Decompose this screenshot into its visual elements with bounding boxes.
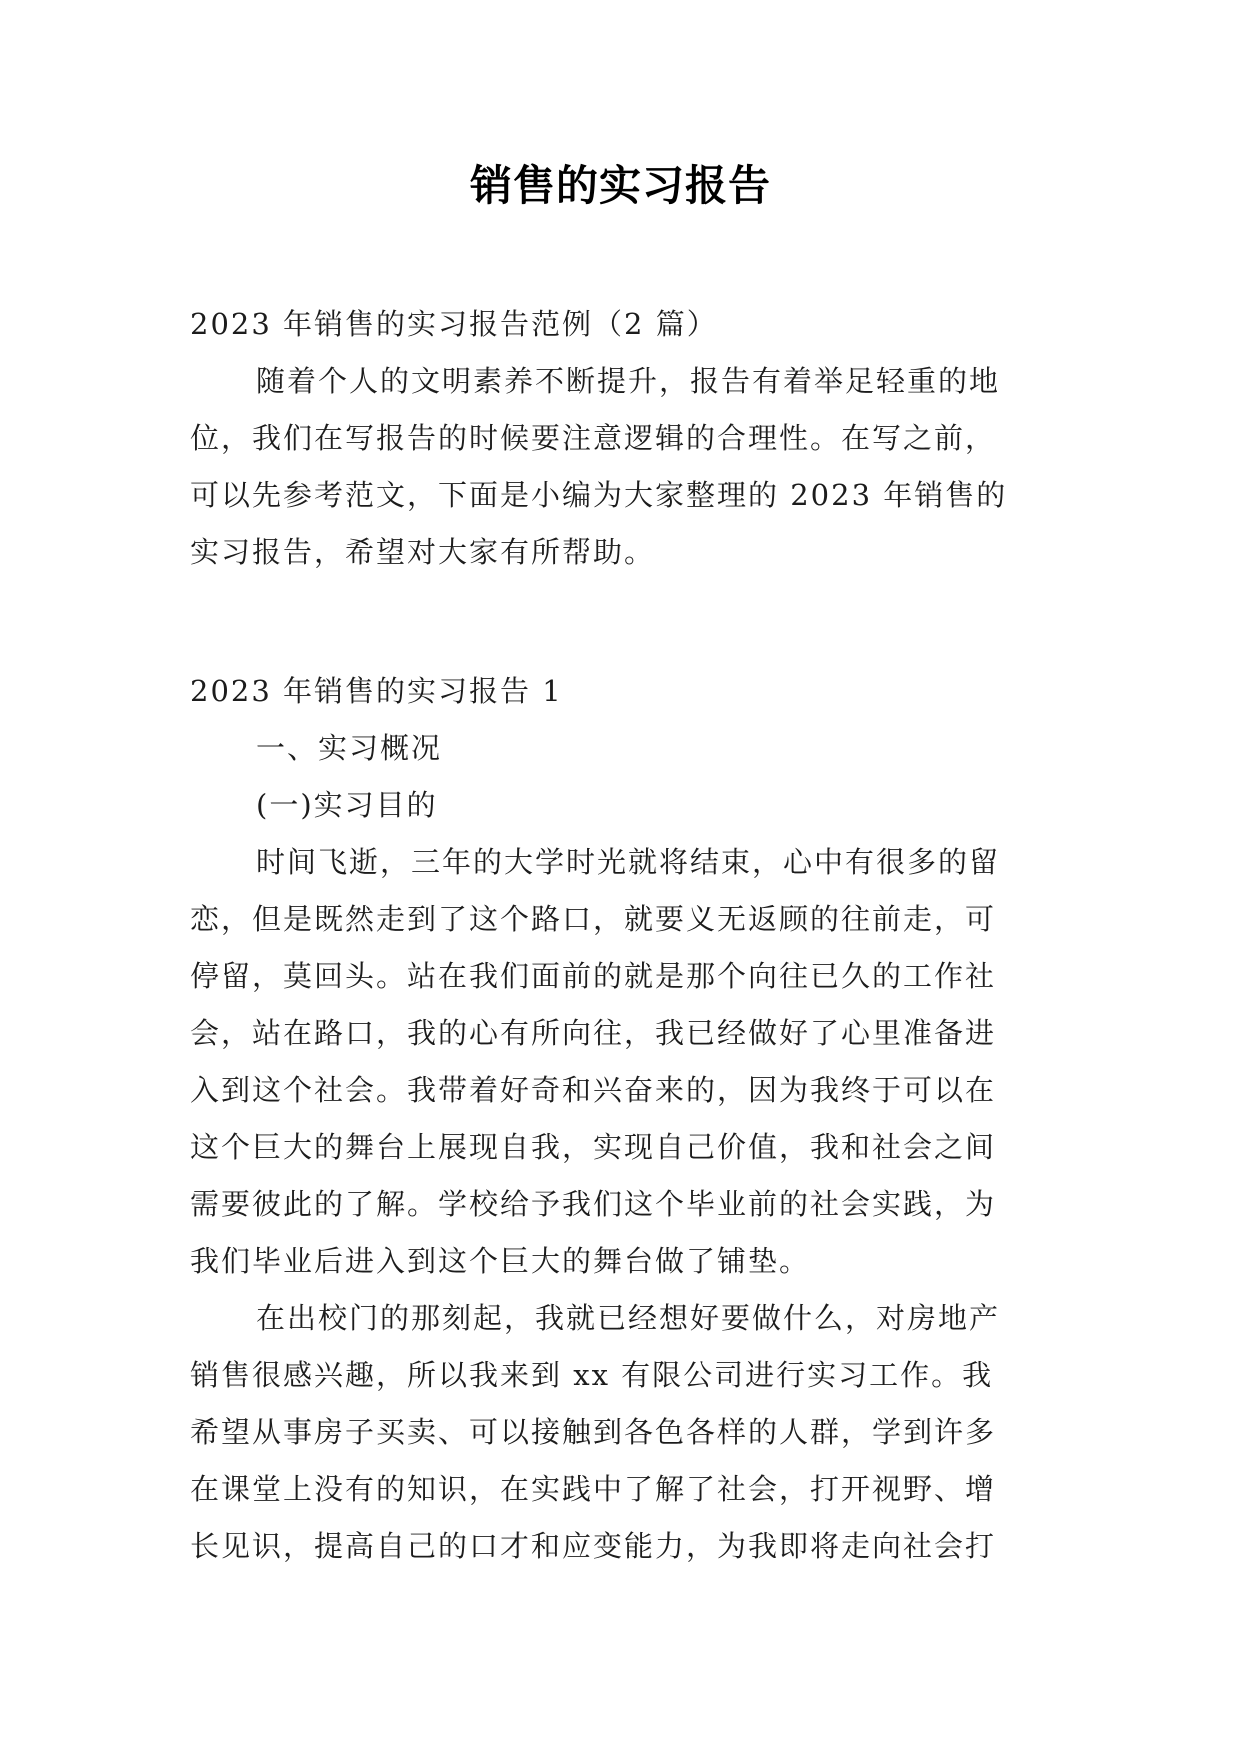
paragraph-line: 我们毕业后进入到这个巨大的舞台做了铺垫。 [190,1244,811,1278]
intro-paragraph [190,353,1052,581]
body-paragraph-2 [190,1290,1052,1575]
paragraph-line: 实习报告，希望对大家有所帮助。 [190,535,656,569]
paragraph-line: 位，我们在写报告的时候要注意逻辑的合理性。在写之前， [190,421,997,455]
paragraph-line: 入到这个社会。我带着好奇和兴奋来的，因为我终于可以在 [190,1073,997,1107]
intro-subtitle: 2023 年销售的实习报告范例（2 篇） [190,307,718,341]
paragraph-line: 可以先参考范文，下面是小编为大家整理的 2023 年销售的 [190,478,1008,512]
paragraph-line: 在课堂上没有的知识，在实践中了解了社会，打开视野、增 [190,1472,997,1506]
paragraph-line: 恋，但是既然走到了这个路口，就要义无返顾的往前走，可 [190,902,997,936]
paragraph-line: 随着个人的文明素养不断提升，报告有着举足轻重的地 [256,364,1001,398]
paragraph-line: 时间飞逝，三年的大学时光就将结束，心中有很多的留 [256,845,1001,879]
section-gap [190,581,1052,663]
paragraph-line: 需要彼此的了解。学校给予我们这个毕业前的社会实践，为 [190,1187,997,1221]
paragraph-line: 销售很感兴趣，所以我来到 xx 有限公司进行实习工作。我 [190,1358,994,1392]
body-paragraph-1 [190,834,1052,1290]
document-title: 销售的实习报告 [469,161,771,210]
report-heading: 2023 年销售的实习报告 1 [190,674,563,708]
paragraph-line: 这个巨大的舞台上展现自我，实现自己价值，我和社会之间 [190,1130,997,1164]
paragraph-line: 希望从事房子买卖、可以接触到各色各样的人群，学到许多 [190,1415,997,1449]
paragraph-line: 会，站在路口，我的心有所向往，我已经做好了心里准备进 [190,1016,997,1050]
paragraph-line: 在出校门的那刻起，我就已经想好要做什么，对房地产 [256,1301,1001,1335]
document-body [190,296,1052,1575]
section-heading: 一、实习概况 [256,731,443,765]
paragraph-line: 长见识，提高自己的口才和应变能力，为我即将走向社会打 [190,1529,997,1563]
subsection-heading: (一)实习目的 [256,788,438,822]
paragraph-line: 停留，莫回头。站在我们面前的就是那个向往已久的工作社 [190,959,997,993]
